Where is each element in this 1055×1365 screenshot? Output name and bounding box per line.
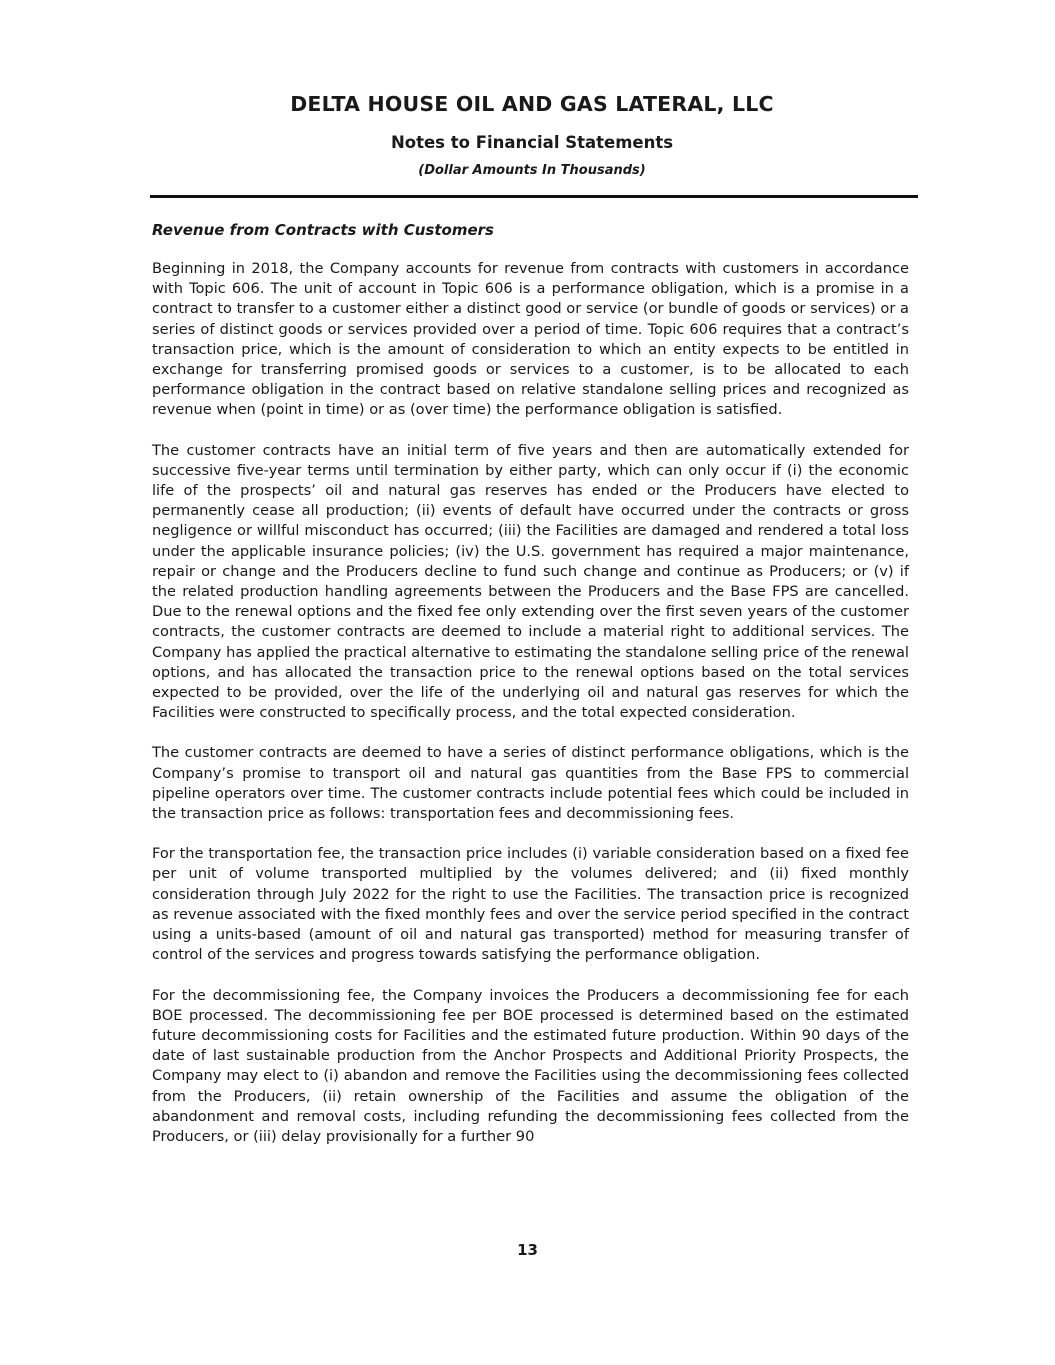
units-note: (Dollar Amounts In Thousands): [418, 163, 646, 178]
paragraph: The customer contracts are deemed to have a series of distinct performance obligations, which is the Company’s promise to transport oil and natural gas quantities from the Base FPS to commercial pipeline operators over time. The customer contracts include potential fees which could be included in the transaction price as follows: transportation fees and decommissioning fees.: [152, 744, 909, 823]
header-divider: [150, 195, 918, 198]
document-body: [152, 220, 909, 1167]
document-subtitle: Notes to Financial Statements: [390, 133, 674, 152]
page-header: [150, 90, 914, 179]
paragraph: For the transportation fee, the transaction price includes (i) variable consideration based on a fixed fee per unit of volume transported multiplied by the volumes delivered; and (ii) fixed monthly consideration through July 2022 for the right to use the Facilities. The transaction price is recognized as revenue associated with the fixed monthly fees and over the service period specified in the contract using a units-based (amount of oil and natural gas transported) method for measuring transfer of control of the services and progress towards satisfying the performance obligation.: [152, 845, 909, 964]
paragraph: For the decommissioning fee, the Company invoices the Producers a decommissioning fee for each BOE processed. The decommissioning fee per BOE processed is determined based on the estimated future decommissioning costs for Facilities and the estimated future production. Within 90 days of the date of last sustainable production from the Anchor Prospects and Additional Priority Prospects, the Company may elect to (i) abandon and remove the Facilities using the decommissioning fees collected from the Producers, (ii) retain ownership of the Facilities and assume the obligation of the abandonment and removal costs, including refunding the decommissioning fees collected from the Producers, or (iii) delay provisionally for a further 90: [152, 986, 909, 1145]
paragraph: The customer contracts have an initial term of five years and then are automatically extended for successive five-year terms until termination by either party, which can only occur if (i) the economic life of the prospects’ oil and natural gas reserves has ended or the Producers have elected to permanently cease all production; (ii) events of default have occurred under the contracts or gross negligence or willful misconduct has occurred; (iii) the Facilities are damaged and rendered a total loss under the applicable insurance policies; (iv) the U.S. government has required a major maintenance, repair or change and the Producers decline to fund such change and continue as Producers; or (v) if the related production handling agreements between the Producers and the Base FPS are cancelled. Due to the renewal options and the fixed fee only extending over the first seven years of the customer contracts, the customer contracts are deemed to include a material right to additional services. The Company has applied the practical alternative to estimating the standalone selling price of the renewal options, and has allocated the transaction price to the renewal options based on the total services expected to be provided, over the life of the underlying oil and natural gas reserves for which the Facilities were constructed to specifically process, and the total expected consideration.: [152, 441, 909, 722]
section-title: Revenue from Contracts with Customers: [152, 221, 494, 239]
company-name: DELTA HOUSE OIL AND GAS LATERAL, LLC: [290, 92, 774, 116]
paragraph: Beginning in 2018, the Company accounts for revenue from contracts with customers in accordance with Topic 606. The unit of account in Topic 606 is a performance obligation, which is a promise in a contract to transfer to a customer either a distinct good or service (or bundle of goods or services) or a series of distinct goods or services provided over a period of time. Topic 606 requires that a contract’s transaction price, which is the amount of consideration to which an entity expects to be entitled in exchange for transferring promised goods or services to a customer, is to be allocated to each performance obligation in the contract based on relative standalone selling prices and recognized as revenue when (point in time) or as (over time) the performance obligation is satisfied.: [152, 260, 909, 419]
page-number: 13: [517, 1241, 538, 1259]
